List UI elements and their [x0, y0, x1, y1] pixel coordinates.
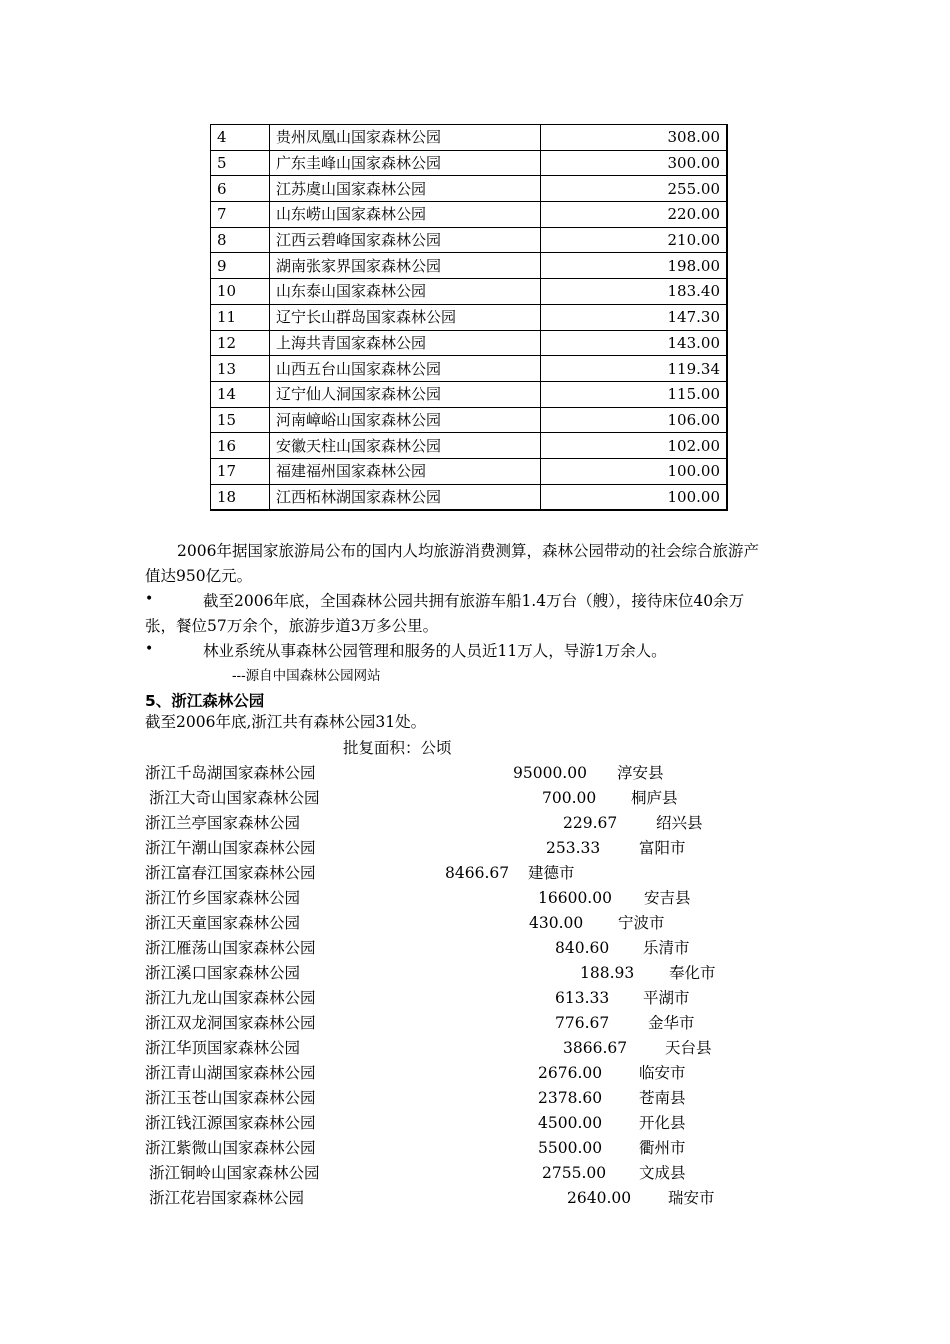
park-location: 衢州市 [639, 1139, 686, 1157]
row-number: 17 [211, 458, 270, 484]
park-name: 江苏虞山国家森林公园 [270, 176, 541, 202]
park-area: 198.00 [541, 253, 728, 279]
park-name: 浙江溪口国家森林公园 [145, 964, 301, 982]
source-note: ---源自中国森林公园网站 [232, 668, 381, 684]
row-number: 15 [211, 407, 270, 433]
park-name: 浙江钱江源国家森林公园 [145, 1114, 316, 1132]
park-location: 开化县 [639, 1114, 686, 1132]
park-area: 700.00 [542, 789, 597, 807]
park-area: 776.67 [555, 1014, 610, 1032]
park-area: 102.00 [541, 433, 728, 459]
park-name: 浙江天童国家森林公园 [145, 914, 301, 932]
park-name: 浙江青山湖国家森林公园 [145, 1064, 316, 1082]
park-area: 220.00 [541, 202, 728, 228]
row-number: 18 [211, 484, 270, 510]
park-name: 浙江午潮山国家森林公园 [145, 839, 316, 857]
park-name: 浙江华顶国家森林公园 [145, 1039, 301, 1057]
park-name: 山东泰山国家森林公园 [270, 279, 541, 305]
park-area: 2755.00 [542, 1164, 607, 1182]
row-number: 11 [211, 304, 270, 330]
park-name: 江西柘林湖国家森林公园 [270, 484, 541, 510]
park-location: 富阳市 [639, 839, 686, 857]
park-name: 浙江富春江国家森林公园 [145, 864, 316, 882]
consumption-paragraph [145, 539, 815, 589]
table-row [211, 356, 728, 382]
park-name: 浙江双龙洞国家森林公园 [145, 1014, 316, 1032]
park-name: 辽宁长山群岛国家森林公园 [270, 304, 541, 330]
table-row [211, 484, 728, 510]
park-area: 308.00 [541, 125, 728, 151]
park-name: 广东圭峰山国家森林公园 [270, 150, 541, 176]
park-area: 5500.00 [538, 1139, 603, 1157]
table-row [211, 202, 728, 228]
park-area: 119.34 [541, 356, 728, 382]
table-row [211, 125, 728, 151]
park-area: 840.60 [555, 939, 610, 957]
park-area: 4500.00 [538, 1114, 603, 1132]
table-row [211, 150, 728, 176]
row-number: 4 [211, 125, 270, 151]
park-name: 福建福州国家森林公园 [270, 458, 541, 484]
forest-park-table [210, 124, 728, 511]
area-label: 批复面积：公顷 [343, 739, 452, 757]
park-area: 115.00 [541, 381, 728, 407]
paragraph-line: 值达950亿元。 [145, 567, 253, 585]
table-row [211, 227, 728, 253]
row-number: 5 [211, 150, 270, 176]
row-number: 16 [211, 433, 270, 459]
park-area: 253.33 [546, 839, 601, 857]
table-row [211, 330, 728, 356]
park-location: 临安市 [639, 1064, 686, 1082]
park-location: 安吉县 [644, 889, 691, 907]
park-area: 95000.00 [513, 764, 587, 782]
bullet-paragraph [145, 639, 815, 664]
table-row [211, 253, 728, 279]
paragraph-line: 2006年据国家旅游局公布的国内人均旅游消费测算，森林公园带动的社会综合旅游产 [177, 542, 759, 560]
park-area: 2378.60 [538, 1089, 603, 1107]
park-area: 430.00 [529, 914, 584, 932]
row-number: 7 [211, 202, 270, 228]
park-name: 上海共青国家森林公园 [270, 330, 541, 356]
park-area: 3866.67 [563, 1039, 628, 1057]
park-name: 浙江九龙山国家森林公园 [145, 989, 316, 1007]
park-location: 金华市 [648, 1014, 695, 1032]
park-area: 188.93 [580, 964, 635, 982]
park-area: 210.00 [541, 227, 728, 253]
park-name: 浙江竹乡国家森林公园 [145, 889, 301, 907]
bullet-icon: • [145, 591, 154, 607]
park-area: 613.33 [555, 989, 610, 1007]
park-location: 文成县 [639, 1164, 686, 1182]
park-area: 100.00 [541, 458, 728, 484]
park-area: 183.40 [541, 279, 728, 305]
park-location: 天台县 [665, 1039, 712, 1057]
row-number: 8 [211, 227, 270, 253]
park-location: 瑞安市 [668, 1189, 715, 1207]
park-area: 8466.67 [445, 864, 510, 882]
park-name: 浙江铜岭山国家森林公园 [149, 1164, 320, 1182]
park-area: 106.00 [541, 407, 728, 433]
park-name: 贵州凤凰山国家森林公园 [270, 125, 541, 151]
park-location: 绍兴县 [656, 814, 703, 832]
table-row [211, 458, 728, 484]
section-intro: 截至2006年底,浙江共有森林公园31处。 [145, 713, 427, 731]
park-area: 16600.00 [538, 889, 612, 907]
park-location: 建德市 [528, 864, 575, 882]
park-area: 143.00 [541, 330, 728, 356]
bullet-icon: • [145, 641, 154, 657]
park-name: 浙江千岛湖国家森林公园 [145, 764, 316, 782]
park-name: 山西五台山国家森林公园 [270, 356, 541, 382]
row-number: 14 [211, 381, 270, 407]
row-number: 6 [211, 176, 270, 202]
park-area: 229.67 [563, 814, 618, 832]
paragraph-line: 张，餐位57万余个，旅游步道3万多公里。 [145, 617, 439, 635]
row-number: 9 [211, 253, 270, 279]
park-location: 苍南县 [639, 1089, 686, 1107]
row-number: 12 [211, 330, 270, 356]
park-name: 浙江玉苍山国家森林公园 [145, 1089, 316, 1107]
bullet-paragraph [145, 589, 815, 639]
park-name: 湖南张家界国家森林公园 [270, 253, 541, 279]
section-heading: 5、浙江森林公园 [145, 692, 265, 710]
paragraph-line: 截至2006年底，全国森林公园共拥有旅游车船1.4万台（艘），接待床位40余万 [203, 592, 745, 610]
park-name: 安徽天柱山国家森林公园 [270, 433, 541, 459]
park-name: 河南嶂峪山国家森林公园 [270, 407, 541, 433]
park-area: 2676.00 [538, 1064, 603, 1082]
park-name: 浙江大奇山国家森林公园 [149, 789, 320, 807]
table-row [211, 304, 728, 330]
park-name: 山东崂山国家森林公园 [270, 202, 541, 228]
park-location: 平湖市 [643, 989, 690, 1007]
park-name: 江西云碧峰国家森林公园 [270, 227, 541, 253]
park-name: 辽宁仙人洞国家森林公园 [270, 381, 541, 407]
row-number: 10 [211, 279, 270, 305]
park-area: 100.00 [541, 484, 728, 510]
paragraph-line: 林业系统从事森林公园管理和服务的人员近11万人，导游1万余人。 [203, 642, 667, 660]
park-location: 桐庐县 [631, 789, 678, 807]
park-area: 147.30 [541, 304, 728, 330]
park-area: 255.00 [541, 176, 728, 202]
table-row [211, 279, 728, 305]
park-name: 浙江兰亭国家森林公园 [145, 814, 301, 832]
park-location: 乐清市 [643, 939, 690, 957]
table-row [211, 433, 728, 459]
park-location: 宁波市 [618, 914, 665, 932]
row-number: 13 [211, 356, 270, 382]
park-location: 奉化市 [669, 964, 716, 982]
park-name: 浙江雁荡山国家森林公园 [145, 939, 316, 957]
park-name: 浙江花岩国家森林公园 [149, 1189, 305, 1207]
park-area: 300.00 [541, 150, 728, 176]
table-row [211, 381, 728, 407]
park-area: 2640.00 [567, 1189, 632, 1207]
park-name: 浙江紫微山国家森林公园 [145, 1139, 316, 1157]
park-location: 淳安县 [617, 764, 664, 782]
table-row [211, 407, 728, 433]
table-row [211, 176, 728, 202]
